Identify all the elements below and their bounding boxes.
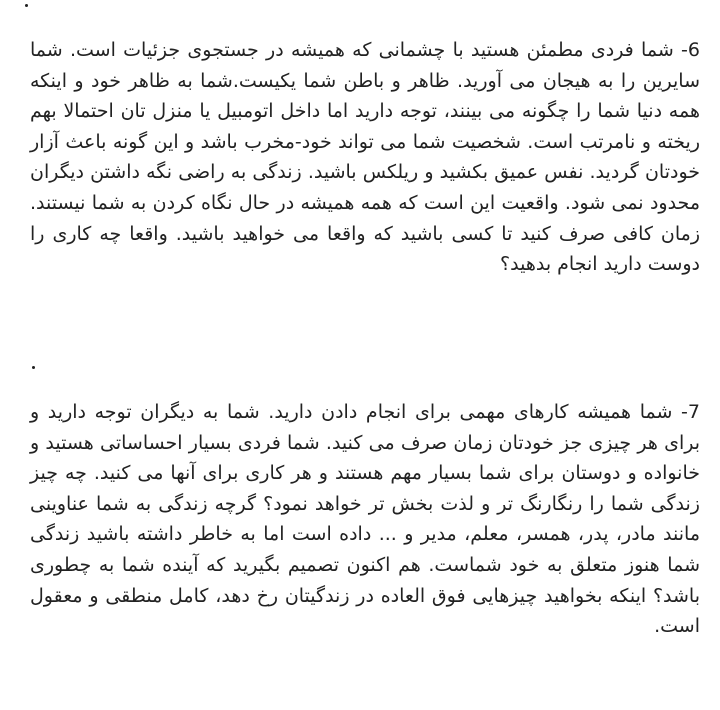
bullet-dot: [32, 366, 35, 369]
bullet-dot: [25, 4, 28, 7]
paragraph-7: 7- شما همیشه کارهای مهمی برای انجام دادن دارید. شما به دیگران توجه دارید و برای هر چیزی جز خودتان زمان صرف می کنید. شما فردی بسیار احساساتی هستید و خانواده و دوستان برای شما بسیار مهم هستند و هر کاری برای آنها می کنید. چه چیز زندگی شما را رنگارنگ تر و لذت بخش تر خواهد نمود؟ گرچه زندگی به شما عناوینی مانند مادر، پدر، همسر، معلم، مدیر و ... داده است اما به خاطر داشته باشید زندگی شما هنوز متعلق به خود شماست. هم اکنون تصمیم بگیرید که آینده شما به چطوری باشد؟ اینکه بخواهید چیزهایی فوق العاده در زندگیتان رخ دهد، کامل منطقی و معقول است.: [30, 401, 700, 638]
paragraph-6: 6- شما فردی مطمئن هستید با چشمانی که همیشه در جستجوی جزئیات است. شما سایرین را به هیجان می آورید. ظاهر و باطن شما یکیست.شما به ظاهر خود و اینکه همه دنیا شما را چگونه می بینند، توجه دارید اما داخل اتومبیل یا منزل تان احتمالا بهم ریخته و نامرتب است. شخصیت شما می تواند خود-مخرب باشد و این گونه باعث آزار خودتان گردید. نفس عمیق بکشید و ریلکس باشید. زندگی به راضی نگه داشتن دیگران محدود نمی شود. واقعیت این است که همه همیشه در حال نگاه کردن به شما نیستند. زمان کافی صرف کنید تا کسی باشید که واقعا می خواهید باشید. واقعا چه کاری را دوست دارید انجام بدهید؟: [30, 39, 700, 276]
